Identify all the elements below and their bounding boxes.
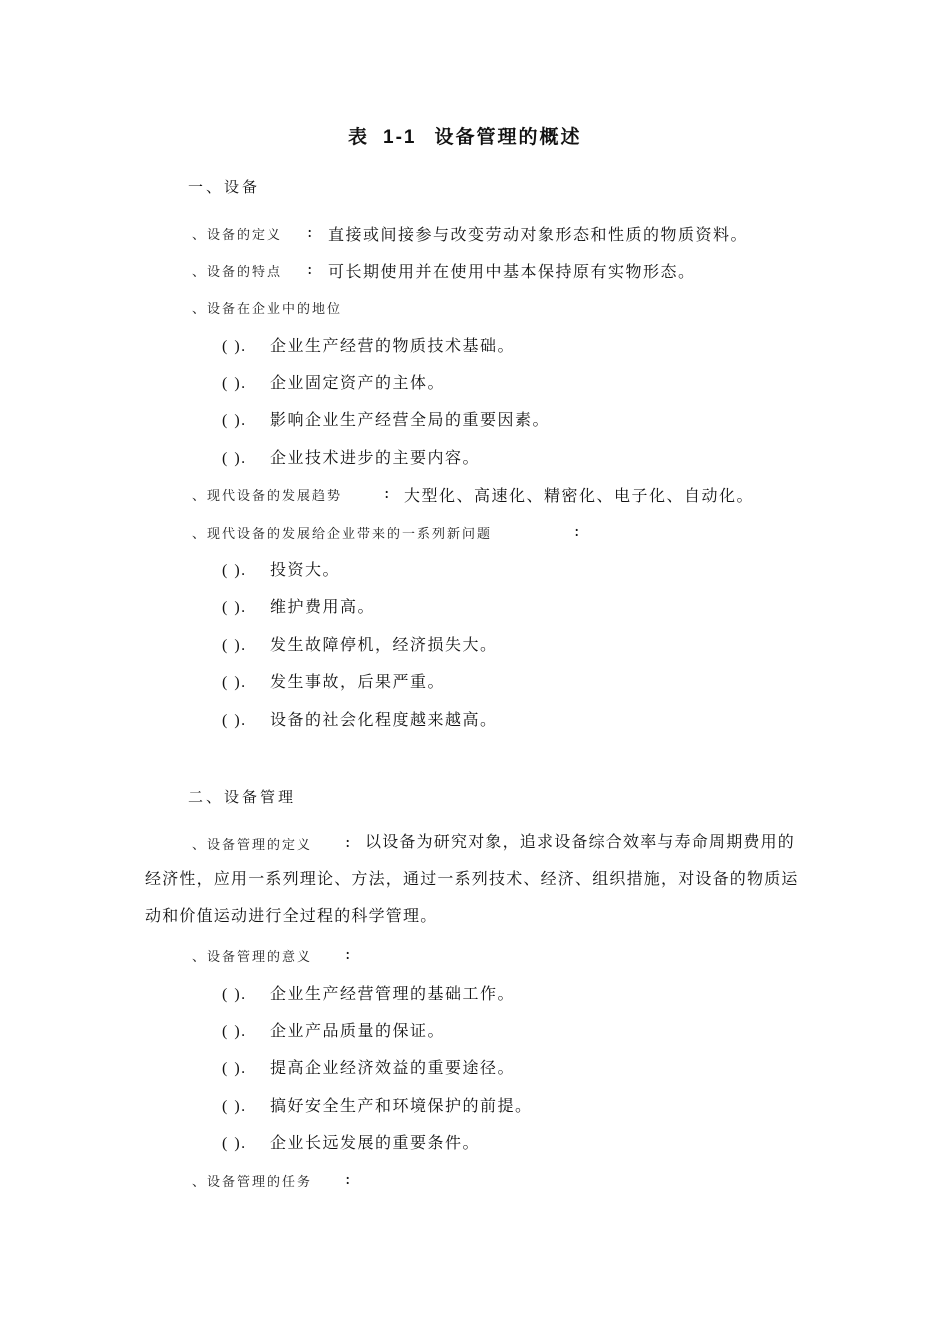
management-importance-colon: : <box>345 944 351 963</box>
list-item: ( ). 企业长远发展的重要条件。 <box>222 1133 481 1152</box>
list-item: ( ). 企业生产经营的物质技术基础。 <box>222 336 516 355</box>
equipment-feature-label: 、设备的特点 <box>192 265 283 280</box>
trend-text: 大型化、高速化、精密化、电子化、自动化。 <box>404 486 755 505</box>
management-task-label: 、设备管理的任务 <box>192 1175 313 1190</box>
list-item: ( ). 发生故障停机，经济损失大。 <box>222 635 498 654</box>
page-title <box>348 122 582 149</box>
management-definition-text: 以设备为研究对象，追求设备综合效率与寿命周期费用的经济性，应用一系列理论、方法，通过一系列技术、经济、组织措施，对设备的物质运动和价值运动进行全过程的科学管理。 <box>145 832 799 925</box>
title-number: 1-1 <box>383 127 417 148</box>
title-text: 设备管理的概述 <box>434 126 582 148</box>
list-item: ( ). 企业固定资产的主体。 <box>222 373 446 392</box>
list-item: ( ). 提高企业经济效益的重要途径。 <box>222 1058 516 1077</box>
list-item: ( ). 投资大。 <box>222 560 341 579</box>
list-item: ( ). 发生事故，后果严重。 <box>222 672 446 691</box>
equipment-definition-colon: : <box>307 222 313 241</box>
management-definition-colon: : <box>345 832 351 851</box>
equipment-feature-text: 可长期使用并在使用中基本保持原有实物形态。 <box>328 262 696 281</box>
list-item: ( ). 影响企业生产经营全局的重要因素。 <box>222 410 551 429</box>
management-task-colon: : <box>345 1169 351 1188</box>
section-heading-equipment: 一、设备 <box>188 178 261 196</box>
title-prefix: 表 <box>348 126 370 148</box>
list-item: ( ). 维护费用高。 <box>222 597 376 616</box>
list-item: ( ). 搞好安全生产和环境保护的前提。 <box>222 1096 533 1115</box>
section-heading-management: 二、设备管理 <box>188 788 297 806</box>
trend-colon: : <box>384 483 390 502</box>
new-problems-label: 、现代设备的发展给企业带来的一系列新问题 <box>192 527 493 542</box>
management-importance-label: 、设备管理的意义 <box>192 950 313 965</box>
equipment-definition-label: 、设备的定义 <box>192 228 283 243</box>
trend-label: 、现代设备的发展趋势 <box>192 489 343 504</box>
equipment-definition-text: 直接或间接参与改变劳动对象形态和性质的物质资料。 <box>328 225 749 244</box>
equipment-feature-colon: : <box>307 259 313 278</box>
new-problems-colon: : <box>574 521 580 540</box>
list-item: ( ). 企业生产经营管理的基础工作。 <box>222 984 516 1003</box>
list-item: ( ). 企业技术进步的主要内容。 <box>222 448 481 467</box>
list-item: ( ). 企业产品质量的保证。 <box>222 1021 446 1040</box>
equipment-status-label: 、设备在企业中的地位 <box>192 302 343 317</box>
management-definition-label: 、设备管理的定义 <box>192 838 313 853</box>
list-item: ( ). 设备的社会化程度越来越高。 <box>222 710 498 729</box>
